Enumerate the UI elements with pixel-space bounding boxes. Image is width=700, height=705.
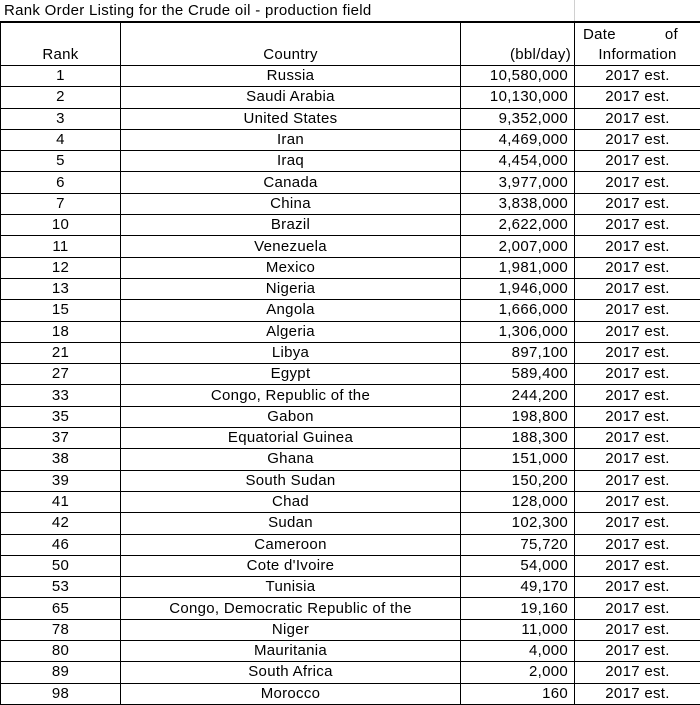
date-cell[interactable]: 2017 est. — [575, 129, 700, 150]
table-row — [1, 129, 700, 150]
date-cell[interactable]: 2017 est. — [575, 428, 700, 449]
bbl-cell[interactable]: 128,000 — [461, 491, 575, 512]
bbl-cell[interactable]: 897,100 — [461, 342, 575, 363]
crude-oil-table — [0, 22, 700, 705]
country-cell[interactable]: Canada — [121, 172, 461, 193]
date-header-word-date: Date — [583, 25, 616, 45]
table-row — [1, 215, 700, 236]
country-cell[interactable]: Nigeria — [121, 278, 461, 299]
date-cell[interactable]: 2017 est. — [575, 406, 700, 427]
rank-cell[interactable]: 53 — [1, 577, 121, 598]
date-header-word-information: Information — [598, 46, 676, 63]
bbl-cell[interactable]: 198,800 — [461, 406, 575, 427]
date-cell[interactable]: 2017 est. — [575, 385, 700, 406]
bbl-cell[interactable]: 1,306,000 — [461, 321, 575, 342]
country-cell[interactable]: Venezuela — [121, 236, 461, 257]
date-cell[interactable]: 2017 est. — [575, 215, 700, 236]
bbl-cell[interactable]: 4,000 — [461, 641, 575, 662]
table-row — [1, 108, 700, 129]
rank-cell[interactable]: 12 — [1, 257, 121, 278]
rank-cell[interactable]: 13 — [1, 278, 121, 299]
bbl-cell[interactable]: 11,000 — [461, 619, 575, 640]
date-cell[interactable]: 2017 est. — [575, 534, 700, 555]
bbl-cell[interactable]: 49,170 — [461, 577, 575, 598]
bbl-header[interactable]: (bbl/day) — [461, 23, 575, 66]
date-cell[interactable]: 2017 est. — [575, 172, 700, 193]
bbl-cell[interactable]: 4,469,000 — [461, 129, 575, 150]
table-row — [1, 491, 700, 512]
country-cell[interactable]: Niger — [121, 619, 461, 640]
date-cell[interactable]: 2017 est. — [575, 300, 700, 321]
country-cell[interactable]: Cote d'Ivoire — [121, 555, 461, 576]
table-row — [1, 428, 700, 449]
table-row — [1, 193, 700, 214]
table-row — [1, 577, 700, 598]
rank-cell[interactable]: 33 — [1, 385, 121, 406]
table-row — [1, 300, 700, 321]
date-cell[interactable]: 2017 est. — [575, 257, 700, 278]
bbl-cell[interactable]: 2,000 — [461, 662, 575, 683]
country-cell[interactable]: Congo, Republic of the — [121, 385, 461, 406]
bbl-cell[interactable]: 9,352,000 — [461, 108, 575, 129]
rank-cell[interactable]: 10 — [1, 215, 121, 236]
table-row — [1, 236, 700, 257]
bbl-cell[interactable]: 2,622,000 — [461, 215, 575, 236]
table-row — [1, 342, 700, 363]
country-cell[interactable]: Egypt — [121, 364, 461, 385]
date-cell[interactable]: 2017 est. — [575, 449, 700, 470]
date-cell[interactable]: 2017 est. — [575, 66, 700, 87]
rank-cell[interactable]: 5 — [1, 151, 121, 172]
bbl-cell[interactable]: 1,946,000 — [461, 278, 575, 299]
date-cell[interactable]: 2017 est. — [575, 513, 700, 534]
date-cell[interactable]: 2017 est. — [575, 321, 700, 342]
rank-header[interactable]: Rank — [1, 23, 121, 66]
date-cell[interactable]: 2017 est. — [575, 491, 700, 512]
bbl-cell[interactable]: 589,400 — [461, 364, 575, 385]
table-row — [1, 151, 700, 172]
rank-cell[interactable]: 1 — [1, 66, 121, 87]
table-row — [1, 470, 700, 491]
table-row — [1, 385, 700, 406]
rank-cell[interactable]: 4 — [1, 129, 121, 150]
country-cell[interactable]: Angola — [121, 300, 461, 321]
table-row — [1, 641, 700, 662]
country-cell[interactable]: South Sudan — [121, 470, 461, 491]
table-row — [1, 598, 700, 619]
date-cell[interactable]: 2017 est. — [575, 87, 700, 108]
table-row — [1, 619, 700, 640]
table-row — [1, 555, 700, 576]
table-row — [1, 513, 700, 534]
date-cell[interactable]: 2017 est. — [575, 641, 700, 662]
country-cell[interactable]: Algeria — [121, 321, 461, 342]
bbl-cell[interactable]: 1,981,000 — [461, 257, 575, 278]
rank-cell[interactable]: 2 — [1, 87, 121, 108]
table-row — [1, 683, 700, 704]
rank-cell[interactable]: 35 — [1, 406, 121, 427]
country-cell[interactable]: Morocco — [121, 683, 461, 704]
date-header-word-of: of — [665, 25, 678, 45]
gridline — [574, 0, 575, 21]
bbl-cell[interactable]: 244,200 — [461, 385, 575, 406]
date-header[interactable] — [575, 23, 700, 66]
table-row — [1, 278, 700, 299]
country-cell[interactable]: Ghana — [121, 449, 461, 470]
table-row — [1, 87, 700, 108]
date-cell[interactable]: 2017 est. — [575, 236, 700, 257]
sheet-title-row — [0, 0, 700, 22]
date-cell[interactable]: 2017 est. — [575, 278, 700, 299]
rank-cell[interactable]: 80 — [1, 641, 121, 662]
date-cell[interactable]: 2017 est. — [575, 108, 700, 129]
bbl-cell[interactable]: 151,000 — [461, 449, 575, 470]
bbl-cell[interactable]: 3,977,000 — [461, 172, 575, 193]
table-body — [1, 66, 700, 705]
rank-cell[interactable]: 78 — [1, 619, 121, 640]
table-row — [1, 172, 700, 193]
table-row — [1, 321, 700, 342]
bbl-cell[interactable]: 2,007,000 — [461, 236, 575, 257]
country-cell[interactable]: Libya — [121, 342, 461, 363]
date-cell[interactable]: 2017 est. — [575, 342, 700, 363]
date-cell[interactable]: 2017 est. — [575, 683, 700, 704]
bbl-cell[interactable]: 19,160 — [461, 598, 575, 619]
table-row — [1, 662, 700, 683]
table-row — [1, 257, 700, 278]
country-cell[interactable]: Gabon — [121, 406, 461, 427]
table-row — [1, 66, 700, 87]
country-cell[interactable]: China — [121, 193, 461, 214]
bbl-cell[interactable]: 188,300 — [461, 428, 575, 449]
country-cell[interactable]: Iran — [121, 129, 461, 150]
rank-cell[interactable]: 3 — [1, 108, 121, 129]
country-cell[interactable]: Sudan — [121, 513, 461, 534]
rank-cell[interactable]: 15 — [1, 300, 121, 321]
country-cell[interactable]: Saudi Arabia — [121, 87, 461, 108]
rank-cell[interactable]: 21 — [1, 342, 121, 363]
bbl-cell[interactable]: 3,838,000 — [461, 193, 575, 214]
rank-cell[interactable]: 6 — [1, 172, 121, 193]
header-row — [1, 23, 700, 66]
bbl-cell[interactable]: 4,454,000 — [461, 151, 575, 172]
bbl-cell[interactable]: 150,200 — [461, 470, 575, 491]
bbl-cell[interactable]: 75,720 — [461, 534, 575, 555]
country-cell[interactable]: South Africa — [121, 662, 461, 683]
rank-cell[interactable]: 89 — [1, 662, 121, 683]
rank-cell[interactable]: 7 — [1, 193, 121, 214]
date-cell[interactable]: 2017 est. — [575, 555, 700, 576]
rank-cell[interactable]: 50 — [1, 555, 121, 576]
sheet-title: Rank Order Listing for the Crude oil - production field — [4, 2, 372, 19]
country-cell[interactable]: Equatorial Guinea — [121, 428, 461, 449]
rank-cell[interactable]: 11 — [1, 236, 121, 257]
country-header[interactable]: Country — [121, 23, 461, 66]
country-cell[interactable]: Tunisia — [121, 577, 461, 598]
country-cell[interactable]: United States — [121, 108, 461, 129]
date-cell[interactable]: 2017 est. — [575, 364, 700, 385]
date-cell[interactable]: 2017 est. — [575, 577, 700, 598]
rank-cell[interactable]: 38 — [1, 449, 121, 470]
rank-cell[interactable]: 41 — [1, 491, 121, 512]
date-cell[interactable]: 2017 est. — [575, 151, 700, 172]
rank-cell[interactable]: 46 — [1, 534, 121, 555]
table-row — [1, 449, 700, 470]
rank-cell[interactable]: 18 — [1, 321, 121, 342]
table-row — [1, 364, 700, 385]
date-cell[interactable]: 2017 est. — [575, 619, 700, 640]
bbl-cell[interactable]: 54,000 — [461, 555, 575, 576]
bbl-cell[interactable]: 160 — [461, 683, 575, 704]
rank-cell[interactable]: 27 — [1, 364, 121, 385]
bbl-cell[interactable]: 10,580,000 — [461, 66, 575, 87]
date-cell[interactable]: 2017 est. — [575, 193, 700, 214]
rank-cell[interactable]: 42 — [1, 513, 121, 534]
rank-cell[interactable]: 37 — [1, 428, 121, 449]
date-cell[interactable]: 2017 est. — [575, 470, 700, 491]
bbl-cell[interactable]: 102,300 — [461, 513, 575, 534]
country-cell[interactable]: Mexico — [121, 257, 461, 278]
country-cell[interactable]: Congo, Democratic Republic of the — [121, 598, 461, 619]
country-cell[interactable]: Mauritania — [121, 641, 461, 662]
rank-cell[interactable]: 39 — [1, 470, 121, 491]
country-cell[interactable]: Iraq — [121, 151, 461, 172]
bbl-cell[interactable]: 1,666,000 — [461, 300, 575, 321]
rank-cell[interactable]: 98 — [1, 683, 121, 704]
country-cell[interactable]: Cameroon — [121, 534, 461, 555]
table-row — [1, 534, 700, 555]
country-cell[interactable]: Russia — [121, 66, 461, 87]
table-row — [1, 406, 700, 427]
date-cell[interactable]: 2017 est. — [575, 598, 700, 619]
country-cell[interactable]: Chad — [121, 491, 461, 512]
rank-cell[interactable]: 65 — [1, 598, 121, 619]
bbl-cell[interactable]: 10,130,000 — [461, 87, 575, 108]
country-cell[interactable]: Brazil — [121, 215, 461, 236]
date-cell[interactable]: 2017 est. — [575, 662, 700, 683]
